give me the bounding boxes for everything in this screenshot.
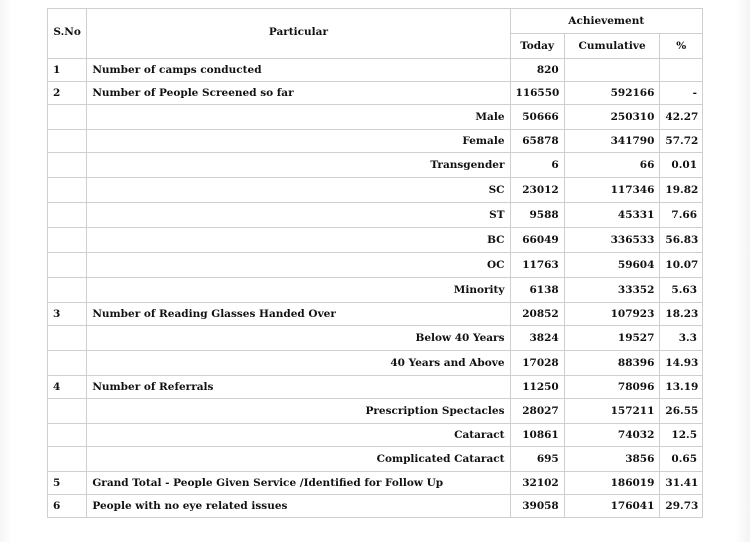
row-today-value: 820	[510, 59, 564, 82]
row-today-value: 11250	[510, 376, 564, 399]
table-row	[48, 326, 703, 351]
row-percent-value: 19.82	[660, 178, 703, 203]
table-row	[48, 203, 703, 228]
row-sub-category: Prescription Spectacles	[87, 399, 510, 424]
table-row	[48, 424, 703, 447]
row-cumulative-value: 3856	[564, 447, 660, 472]
row-sub-category: Transgender	[87, 153, 510, 178]
row-particular: People with no eye related issues	[87, 495, 510, 518]
row-percent-value: 57.72	[660, 130, 703, 153]
table-body	[48, 59, 703, 518]
header-today: Today	[510, 34, 564, 59]
row-sno	[48, 203, 87, 228]
row-cumulative-value: 74032	[564, 424, 660, 447]
table-row	[48, 59, 703, 82]
row-sno	[48, 351, 87, 376]
row-sno	[48, 228, 87, 253]
row-sno	[48, 253, 87, 278]
table-row	[48, 130, 703, 153]
row-percent-value	[660, 59, 703, 82]
table-row	[48, 153, 703, 178]
row-sub-category: OC	[87, 253, 510, 278]
row-today-value: 66049	[510, 228, 564, 253]
row-sub-category: SC	[87, 178, 510, 203]
row-sub-category: Cataract	[87, 424, 510, 447]
table-row	[48, 399, 703, 424]
row-sub-category: Below 40 Years	[87, 326, 510, 351]
table-row	[48, 253, 703, 278]
row-cumulative-value: 66	[564, 153, 660, 178]
row-cumulative-value: 59604	[564, 253, 660, 278]
row-today-value: 50666	[510, 105, 564, 130]
row-percent-value: 42.27	[660, 105, 703, 130]
row-today-value: 695	[510, 447, 564, 472]
row-sno	[48, 399, 87, 424]
row-sno: 6	[48, 495, 87, 518]
row-cumulative-value	[564, 59, 660, 82]
row-percent-value: 0.01	[660, 153, 703, 178]
row-sno: 3	[48, 303, 87, 326]
row-percent-value: 5.63	[660, 278, 703, 303]
row-sno: 5	[48, 472, 87, 495]
row-sno	[48, 130, 87, 153]
row-cumulative-value: 117346	[564, 178, 660, 203]
row-cumulative-value: 592166	[564, 82, 660, 105]
row-cumulative-value: 107923	[564, 303, 660, 326]
row-sno	[48, 178, 87, 203]
row-today-value: 9588	[510, 203, 564, 228]
table-row	[48, 228, 703, 253]
row-sub-category: 40 Years and Above	[87, 351, 510, 376]
row-today-value: 3824	[510, 326, 564, 351]
header-sno: S.No	[48, 9, 87, 59]
row-sub-category: Female	[87, 130, 510, 153]
table-row	[48, 82, 703, 105]
table-row	[48, 472, 703, 495]
row-particular: Number of Referrals	[87, 376, 510, 399]
row-sno	[48, 278, 87, 303]
row-cumulative-value: 336533	[564, 228, 660, 253]
row-today-value: 116550	[510, 82, 564, 105]
row-sno	[48, 326, 87, 351]
table-row	[48, 105, 703, 130]
row-cumulative-value: 45331	[564, 203, 660, 228]
header-particular: Particular	[87, 9, 510, 59]
row-percent-value: 18.23	[660, 303, 703, 326]
row-today-value: 10861	[510, 424, 564, 447]
row-particular: Number of Reading Glasses Handed Over	[87, 303, 510, 326]
row-cumulative-value: 19527	[564, 326, 660, 351]
row-percent-value: -	[660, 82, 703, 105]
row-sub-category: ST	[87, 203, 510, 228]
header-cumulative: Cumulative	[564, 34, 660, 59]
row-today-value: 6	[510, 153, 564, 178]
row-percent-value: 10.07	[660, 253, 703, 278]
row-today-value: 32102	[510, 472, 564, 495]
row-cumulative-value: 341790	[564, 130, 660, 153]
row-sno	[48, 447, 87, 472]
row-cumulative-value: 186019	[564, 472, 660, 495]
row-sno	[48, 105, 87, 130]
row-percent-value: 3.3	[660, 326, 703, 351]
row-percent-value: 7.66	[660, 203, 703, 228]
row-today-value: 23012	[510, 178, 564, 203]
table-row	[48, 447, 703, 472]
table-row	[48, 495, 703, 518]
row-sno	[48, 153, 87, 178]
row-percent-value: 12.5	[660, 424, 703, 447]
row-today-value: 11763	[510, 253, 564, 278]
row-particular: Grand Total - People Given Service /Identified for Follow Up	[87, 472, 510, 495]
row-today-value: 20852	[510, 303, 564, 326]
row-percent-value: 14.93	[660, 351, 703, 376]
row-cumulative-value: 157211	[564, 399, 660, 424]
achievement-table	[47, 8, 703, 518]
row-today-value: 6138	[510, 278, 564, 303]
table-row	[48, 351, 703, 376]
row-cumulative-value: 250310	[564, 105, 660, 130]
table-row	[48, 376, 703, 399]
row-sub-category: Minority	[87, 278, 510, 303]
row-sub-category: BC	[87, 228, 510, 253]
row-percent-value: 29.73	[660, 495, 703, 518]
row-particular: Number of People Screened so far	[87, 82, 510, 105]
row-sno: 2	[48, 82, 87, 105]
table-row	[48, 178, 703, 203]
row-today-value: 28027	[510, 399, 564, 424]
row-sub-category: Complicated Cataract	[87, 447, 510, 472]
row-particular: Number of camps conducted	[87, 59, 510, 82]
row-sno: 4	[48, 376, 87, 399]
header-percent: %	[660, 34, 703, 59]
table-row	[48, 278, 703, 303]
header-achievement: Achievement	[510, 9, 702, 34]
row-today-value: 39058	[510, 495, 564, 518]
row-percent-value: 56.83	[660, 228, 703, 253]
row-percent-value: 13.19	[660, 376, 703, 399]
row-sno	[48, 424, 87, 447]
row-cumulative-value: 33352	[564, 278, 660, 303]
row-sno: 1	[48, 59, 87, 82]
row-today-value: 17028	[510, 351, 564, 376]
row-sub-category: Male	[87, 105, 510, 130]
table-row	[48, 303, 703, 326]
row-percent-value: 26.55	[660, 399, 703, 424]
row-today-value: 65878	[510, 130, 564, 153]
row-percent-value: 0.65	[660, 447, 703, 472]
row-cumulative-value: 88396	[564, 351, 660, 376]
row-cumulative-value: 78096	[564, 376, 660, 399]
row-percent-value: 31.41	[660, 472, 703, 495]
row-cumulative-value: 176041	[564, 495, 660, 518]
